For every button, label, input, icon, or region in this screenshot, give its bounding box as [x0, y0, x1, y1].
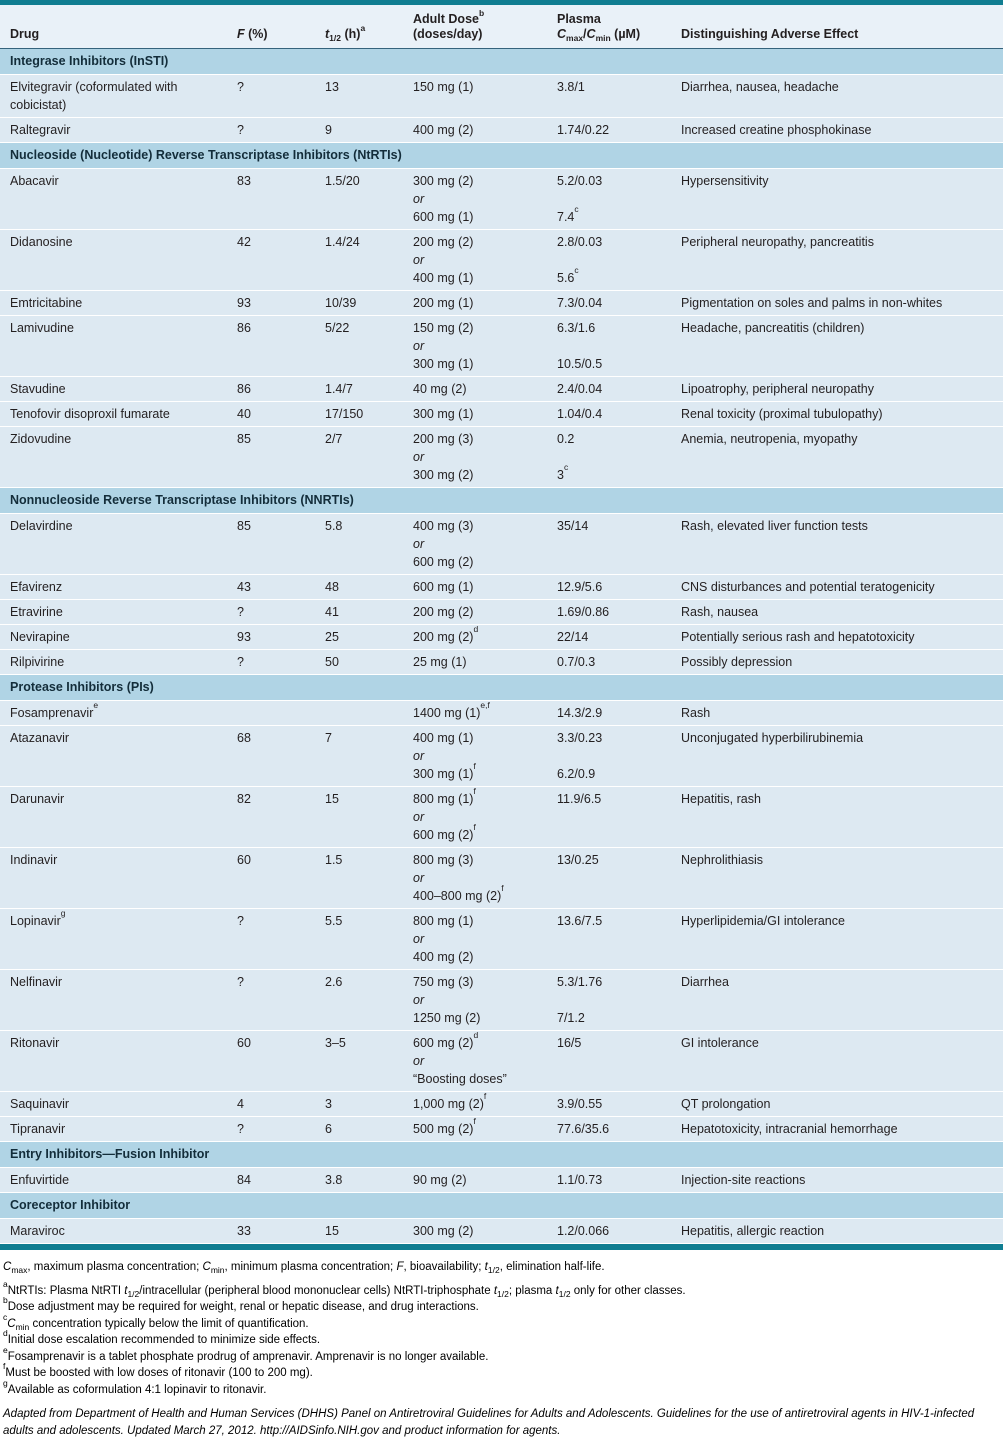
- table-row: [0, 230, 1003, 291]
- adverse-effect-cell: Nephrolithiasis: [681, 853, 763, 867]
- drug-name-cell: Abacavir: [10, 174, 59, 188]
- adult-dose-cell: 400 mg (2): [413, 123, 474, 137]
- plasma-cell: 3.8/1: [557, 80, 585, 94]
- half-life-cell: 5.5: [325, 914, 343, 928]
- table-row: [0, 1219, 1003, 1244]
- table-row: [0, 1168, 1003, 1193]
- footnote: $^d$Initial dose escalation recommended to minimize side effects.: [3, 1328, 321, 1346]
- bioavailability-cell: 60: [237, 853, 251, 867]
- bioavailability-cell: 42: [237, 235, 251, 249]
- adverse-effect-cell: Hyperlipidemia/GI intolerance: [681, 914, 845, 928]
- plasma-cell: 1.04/0.4: [557, 407, 603, 421]
- adverse-effect-cell: Lipoatrophy, peripheral neuropathy: [681, 382, 874, 396]
- plasma-cell: 1.2/0.066: [557, 1224, 610, 1238]
- plasma-cell: 12.9/5.6: [557, 580, 603, 594]
- half-life-cell: 13: [325, 80, 339, 94]
- adult-dose-cell: 25 mg (1): [413, 655, 467, 669]
- bioavailability-cell: ?: [237, 975, 244, 989]
- bioavailability-cell: 82: [237, 792, 251, 806]
- footnote: $^b$Dose adjustment may be required for weight, renal or hepatic disease, and drug interactions.: [3, 1295, 479, 1313]
- drug-name-cell: Rilpivirine: [10, 655, 65, 669]
- table-row: [0, 377, 1003, 402]
- adverse-effect-cell: Diarrhea, nausea, headache: [681, 80, 839, 94]
- bioavailability-cell: 84: [237, 1173, 251, 1187]
- footnote: $C_{max}$, maximum plasma concentration; $C_{min}$, minimum plasma concentration; F, bioavailability; $t_{1/2}$, elimination half-life.: [3, 1261, 605, 1275]
- bioavailability-cell: 86: [237, 382, 251, 396]
- plasma-cell: 7.3/0.04: [557, 296, 603, 310]
- adult-dose-cell: 800 mg (3) or 400–800 mg $(2)^f$: [413, 853, 504, 903]
- plasma-cell: 3.3/0.23 6.2/0.9: [557, 731, 603, 781]
- drug-name-cell: Didanosine: [10, 235, 73, 249]
- bioavailability-cell: 86: [237, 321, 251, 335]
- adult-dose-cell: 200 mg (3) or 300 mg (2): [413, 432, 474, 482]
- drug-name-cell: Delavirdine: [10, 519, 73, 533]
- plasma-cell: 2.8/0.03 5.6$^c$: [557, 235, 603, 285]
- half-life-cell: 3: [325, 1097, 332, 1111]
- adverse-effect-cell: Diarrhea: [681, 975, 729, 989]
- adverse-effect-cell: Pigmentation on soles and palms in non-whites: [681, 296, 943, 310]
- section-header: Integrase Inhibitors (InSTI): [0, 49, 1003, 75]
- table-row: [0, 1092, 1003, 1117]
- bioavailability-cell: ?: [237, 605, 244, 619]
- adult-dose-cell: 400 mg (3) or 600 mg (2): [413, 519, 474, 569]
- plasma-cell: 1.1/0.73: [557, 1173, 603, 1187]
- half-life-cell: 6: [325, 1122, 332, 1136]
- source-note: Adapted from Department of Health and Human Services (DHHS) Panel on Antiretroviral Guidelines for Adults and Adolescents. Guidelines for the use of antiretroviral agents in HIV-1-infected adults and adolescents. Updated March 27, 2012. http://AIDSinfo.NIH.gov and product information for agents.: [3, 1408, 975, 1437]
- drug-name-cell: Efavirenz: [10, 580, 63, 594]
- adverse-effect-cell: Anemia, neutropenia, myopathy: [681, 432, 858, 446]
- drug-name-cell: Emtricitabine: [10, 296, 83, 310]
- plasma-cell: 0.2 3$^c$: [557, 432, 575, 482]
- adult-dose-cell: 600 mg (1): [413, 580, 474, 594]
- plasma-cell: 35/14: [557, 519, 589, 533]
- half-life-cell: 1.5: [325, 853, 343, 867]
- half-life-cell: 10/39: [325, 296, 357, 310]
- column-header-drug: Drug: [10, 27, 40, 41]
- section-header: Entry Inhibitors—Fusion Inhibitor: [0, 1142, 1003, 1168]
- bioavailability-cell: 33: [237, 1224, 251, 1238]
- half-life-cell: 25: [325, 630, 339, 644]
- column-header-dose: Adult Dose$^b$ (doses/day): [413, 8, 485, 41]
- table-row: [0, 514, 1003, 575]
- adverse-effect-cell: Unconjugated hyperbilirubinemia: [681, 731, 864, 745]
- half-life-cell: 3.8: [325, 1173, 343, 1187]
- table-row: [0, 118, 1003, 143]
- bioavailability-cell: 85: [237, 519, 251, 533]
- drug-name-cell: Nevirapine: [10, 630, 70, 644]
- table-row: [0, 787, 1003, 848]
- table-row: [0, 909, 1003, 970]
- table-row: [0, 291, 1003, 316]
- drug-name-cell: Lamivudine: [10, 321, 74, 335]
- half-life-cell: 1.5/20: [325, 174, 360, 188]
- plasma-cell: 11.9/6.5: [557, 792, 602, 806]
- plasma-cell: 0.7/0.3: [557, 655, 596, 669]
- adult-dose-cell: 400 mg (1) or 300 mg $(1)^f$: [413, 731, 476, 781]
- adverse-effect-cell: GI intolerance: [681, 1036, 759, 1050]
- drug-name-cell: Tipranavir: [10, 1122, 66, 1136]
- adult-dose-cell: 1400 mg $(1)^{e,f}$: [413, 700, 490, 720]
- drug-name-cell: Tenofovir disoproxil fumarate: [10, 407, 170, 421]
- table-row: [0, 1117, 1003, 1142]
- table-header-row: [0, 5, 1003, 49]
- plasma-cell: 6.3/1.6 10.5/0.5: [557, 321, 603, 371]
- drug-name-cell: Darunavir: [10, 792, 65, 806]
- half-life-cell: [325, 704, 413, 722]
- table-row: [0, 726, 1003, 787]
- drug-name-cell: Nelfinavir: [10, 975, 63, 989]
- half-life-cell: 17/150: [325, 407, 364, 421]
- adverse-effect-cell: Hypersensitivity: [681, 174, 769, 188]
- adverse-effect-cell: Renal toxicity (proximal tubulopathy): [681, 407, 883, 421]
- bioavailability-cell: 60: [237, 1036, 251, 1050]
- footnote: $^g$Available as coformulation 4:1 lopinavir to ritonavir.: [3, 1377, 267, 1396]
- half-life-cell: 7: [325, 731, 332, 745]
- bioavailability-cell: 93: [237, 630, 251, 644]
- plasma-cell: 16/5: [557, 1036, 582, 1050]
- adverse-effect-cell: Possibly depression: [681, 655, 793, 669]
- adult-dose-cell: 1,000 mg $(2)^f$: [413, 1091, 487, 1111]
- section-header: Nucleoside (Nucleotide) Reverse Transcriptase Inhibitors (NtRTIs): [0, 143, 1003, 169]
- plasma-cell: 2.4/0.04: [557, 382, 603, 396]
- bioavailability-cell: 93: [237, 296, 251, 310]
- drug-name-cell: Ritonavir: [10, 1036, 60, 1050]
- column-header-plasma: Plasma $C_{max}/C_{min}$ (µM): [557, 12, 641, 43]
- bioavailability-cell: ?: [237, 80, 244, 94]
- adverse-effect-cell: Peripheral neuropathy, pancreatitis: [681, 235, 874, 249]
- table-row: [0, 427, 1003, 488]
- drug-name-cell: Fosamprenavir$^e$: [10, 700, 99, 720]
- plasma-cell: 14.3/2.9: [557, 706, 603, 720]
- adult-dose-cell: 200 mg (1): [413, 296, 474, 310]
- plasma-cell: 1.74/0.22: [557, 123, 610, 137]
- adverse-effect-cell: Rash: [681, 706, 711, 720]
- plasma-cell: 13/0.25: [557, 853, 599, 867]
- bioavailability-cell: [237, 704, 325, 722]
- footnote: $^cC_{min}$ concentration typically below the limit of quantification.: [3, 1311, 309, 1332]
- adverse-effect-cell: Potentially serious rash and hepatotoxicity: [681, 630, 915, 644]
- table-row: [0, 575, 1003, 600]
- table-row: [0, 316, 1003, 377]
- half-life-cell: 1.4/24: [325, 235, 360, 249]
- adult-dose-cell: 40 mg (2): [413, 382, 467, 396]
- half-life-cell: 41: [325, 605, 339, 619]
- half-life-cell: 15: [325, 1224, 339, 1238]
- adult-dose-cell: 200 mg $(2)^d$: [413, 624, 479, 644]
- bioavailability-cell: 4: [237, 1097, 244, 1111]
- table-row: [0, 402, 1003, 427]
- adult-dose-cell: 750 mg (3) or 1250 mg (2): [413, 975, 481, 1025]
- adult-dose-cell: 300 mg (1): [413, 407, 474, 421]
- half-life-cell: 48: [325, 580, 339, 594]
- drug-name-cell: Zidovudine: [10, 432, 72, 446]
- drug-name-cell: Saquinavir: [10, 1097, 70, 1111]
- half-life-cell: 2.6: [325, 975, 343, 989]
- drug-name-cell: Etravirine: [10, 605, 63, 619]
- drug-name-cell: Indinavir: [10, 853, 58, 867]
- column-header-t12: $t_{1/2}$ $(h)^a$: [325, 23, 366, 43]
- section-header: Nonnucleoside Reverse Transcriptase Inhibitors (NNRTIs): [0, 488, 1003, 514]
- half-life-cell: 15: [325, 792, 339, 806]
- table-row: [0, 75, 1003, 118]
- drug-name-cell: Raltegravir: [10, 123, 71, 137]
- half-life-cell: 5.8: [325, 519, 343, 533]
- plasma-cell: 1.69/0.86: [557, 605, 610, 619]
- table-row: [0, 701, 1003, 726]
- adverse-effect-cell: Injection-site reactions: [681, 1173, 806, 1187]
- adult-dose-cell: 150 mg (2) or 300 mg (1): [413, 321, 474, 371]
- half-life-cell: 5/22: [325, 321, 350, 335]
- bioavailability-cell: 68: [237, 731, 251, 745]
- table-row: [0, 1031, 1003, 1092]
- bioavailability-cell: 83: [237, 174, 251, 188]
- adverse-effect-cell: QT prolongation: [681, 1097, 771, 1111]
- table-row: [0, 970, 1003, 1031]
- section-header: Protease Inhibitors (PIs): [0, 675, 1003, 701]
- adverse-effect-cell: Rash, nausea: [681, 605, 759, 619]
- table-row: [0, 848, 1003, 909]
- table-row: [0, 600, 1003, 625]
- footnote: $^a$NtRTIs: Plasma NtRTI $t_{1/2}$/intracellular (peripheral blood mononuclear cells) NtRTI-triphosphate $t_{1/2}$; plasma $t_{1/2}$ only for other classes.: [3, 1278, 686, 1299]
- plasma-cell: 3.9/0.55: [557, 1097, 603, 1111]
- adverse-effect-cell: Increased creatine phosphokinase: [681, 123, 872, 137]
- half-life-cell: 2/7: [325, 432, 343, 446]
- bioavailability-cell: 43: [237, 580, 251, 594]
- adult-dose-cell: 600 mg $(2)^d$ or “Boosting doses”: [413, 1030, 507, 1086]
- bioavailability-cell: ?: [237, 1122, 244, 1136]
- adult-dose-cell: 300 mg (2): [413, 1224, 474, 1238]
- section-header: Coreceptor Inhibitor: [0, 1193, 1003, 1219]
- drug-name-cell: Elvitegravir (coformulated with cobicistat): [10, 80, 178, 112]
- column-header-f: F (%): [237, 27, 268, 41]
- adult-dose-cell: 200 mg (2) or 400 mg (1): [413, 235, 474, 285]
- adverse-effect-cell: Hepatotoxicity, intracranial hemorrhage: [681, 1122, 898, 1136]
- bioavailability-cell: ?: [237, 123, 244, 137]
- adverse-effect-cell: Hepatitis, allergic reaction: [681, 1224, 825, 1238]
- bioavailability-cell: 40: [237, 407, 251, 421]
- footnotes: [0, 1250, 1003, 1398]
- adult-dose-cell: 200 mg (2): [413, 605, 474, 619]
- adverse-effect-cell: Hepatitis, rash: [681, 792, 761, 806]
- drug-name-cell: Lopinavir$^g$: [10, 908, 66, 928]
- adverse-effect-cell: Headache, pancreatitis (children): [681, 321, 865, 335]
- adult-dose-cell: 150 mg (1): [413, 80, 474, 94]
- footnote: $^f$Must be boosted with low doses of ritonavir (100 to 200 mg).: [3, 1361, 313, 1379]
- table-row: [0, 625, 1003, 650]
- half-life-cell: 50: [325, 655, 339, 669]
- table-row: [0, 650, 1003, 675]
- drug-name-cell: Enfuvirtide: [10, 1173, 70, 1187]
- column-header-adverse: Distinguishing Adverse Effect: [681, 27, 859, 41]
- adult-dose-cell: 300 mg (2) or 600 mg (1): [413, 174, 474, 224]
- plasma-cell: 5.3/1.76 7/1.2: [557, 975, 603, 1025]
- half-life-cell: 3–5: [325, 1036, 346, 1050]
- plasma-cell: 77.6/35.6: [557, 1122, 610, 1136]
- drug-name-cell: Maraviroc: [10, 1224, 65, 1238]
- bioavailability-cell: 85: [237, 432, 251, 446]
- plasma-cell: 5.2/0.03 7.4$^c$: [557, 174, 603, 224]
- adverse-effect-cell: CNS disturbances and potential teratogenicity: [681, 580, 935, 594]
- adult-dose-cell: 800 mg $(1)^f$ or 600 mg $(2)^f$: [413, 786, 476, 842]
- adverse-effect-cell: Rash, elevated liver function tests: [681, 519, 868, 533]
- half-life-cell: 9: [325, 123, 332, 137]
- table-row: [0, 169, 1003, 230]
- table-body: [0, 49, 1003, 1244]
- adult-dose-cell: 800 mg (1) or 400 mg (2): [413, 914, 474, 964]
- bioavailability-cell: ?: [237, 914, 244, 928]
- adult-dose-cell: 90 mg (2): [413, 1173, 467, 1187]
- drug-name-cell: Stavudine: [10, 382, 66, 396]
- drug-name-cell: Atazanavir: [10, 731, 70, 745]
- footnote: $^e$Fosamprenavir is a tablet phosphate prodrug of amprenavir. Amprenavir is no longer available.: [3, 1344, 489, 1363]
- plasma-cell: 13.6/7.5: [557, 914, 603, 928]
- half-life-cell: 1.4/7: [325, 382, 353, 396]
- plasma-cell: 22/14: [557, 630, 589, 644]
- bioavailability-cell: ?: [237, 655, 244, 669]
- adult-dose-cell: 500 mg $(2)^f$: [413, 1116, 476, 1136]
